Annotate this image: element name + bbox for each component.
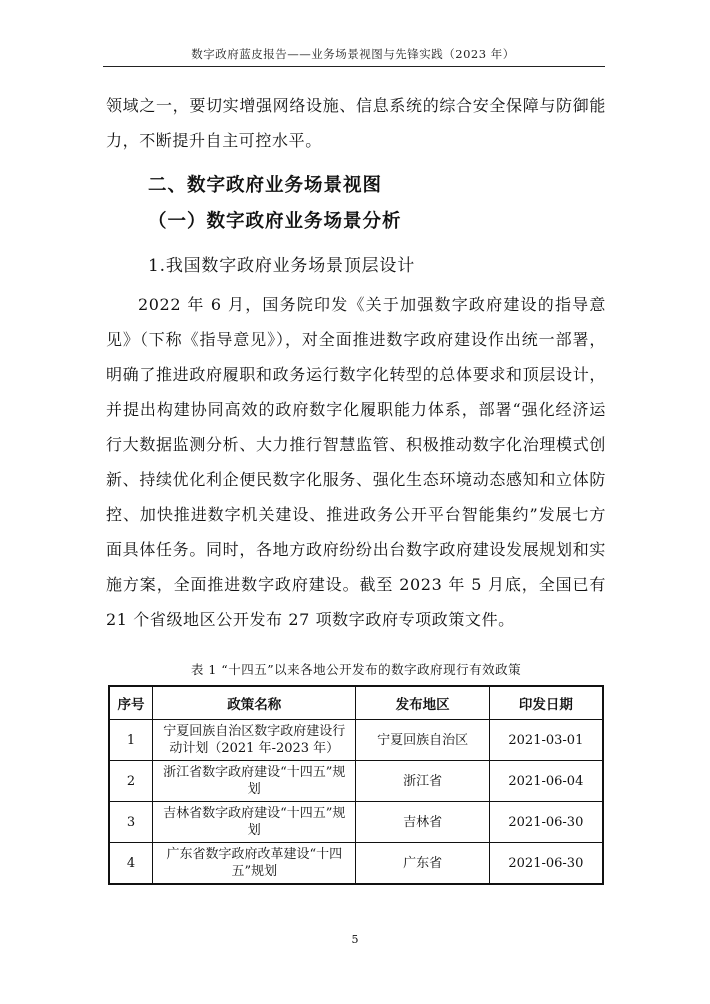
subsubsection-heading: 1.我国数字政府业务场景顶层设计 — [148, 256, 416, 276]
subsection-heading: （一）数字政府业务场景分析 — [148, 211, 402, 232]
header-no: 序号 — [109, 686, 153, 720]
header-rule — [103, 66, 605, 67]
cell-no: 1 — [109, 720, 153, 761]
cell-region: 浙江省 — [356, 761, 489, 802]
table-caption: 表 1 “十四五”以来各地公开发布的数字政府现行有效政策 — [190, 662, 522, 677]
header-region: 发布地区 — [356, 686, 489, 720]
cell-name: 吉林省数字政府建设“十四五”规划 — [153, 802, 356, 843]
cell-date: 2021-03-01 — [489, 720, 603, 761]
running-header: 数字政府蓝皮报告——业务场景视图与先锋实践（2023 年） — [191, 47, 515, 61]
cell-name: 宁夏回族自治区数字政府建设行动计划（2021 年-2023 年） — [153, 720, 356, 761]
cell-region: 宁夏回族自治区 — [356, 720, 489, 761]
intro-paragraph: 领域之一，要切实增强网络设施、信息系统的综合安全保障与防御能力，不断提升自主可控水平。 — [106, 96, 606, 150]
section-heading: 二、数字政府业务场景视图 — [148, 175, 383, 196]
cell-name: 浙江省数字政府建设“十四五”规划 — [153, 761, 356, 802]
table-row — [109, 761, 603, 802]
cell-no: 4 — [109, 843, 153, 885]
cell-region: 广东省 — [356, 843, 489, 885]
cell-name: 广东省数字政府改革建设“十四五”规划 — [153, 843, 356, 885]
header-date: 印发日期 — [489, 686, 603, 720]
cell-no: 3 — [109, 802, 153, 843]
table-header-row — [109, 686, 603, 720]
cell-no: 2 — [109, 761, 153, 802]
table-row — [109, 843, 603, 885]
cell-region: 吉林省 — [356, 802, 489, 843]
policy-table — [108, 685, 604, 885]
cell-date: 2021-06-30 — [489, 843, 603, 885]
table-row — [109, 802, 603, 843]
table-row — [109, 720, 603, 761]
cell-date: 2021-06-04 — [489, 761, 603, 802]
header-name: 政策名称 — [153, 686, 356, 720]
body-paragraph: 2022 年 6 月，国务院印发《关于加强数字政府建设的指导意见》（下称《指导意见》），对全面推进数字政府建设作出统一部署，明确了推进政府履职和政务运行数字化转型的总体要求和顶层设计，并提出构建协同高效的政府数字化履职能力体系，部署“强化经济运行大数据监测分析、大力推行智慧监管、积极推动数字化治理模式创新、持续优化利企便民数字化服务、强化生态环境动态感知和立体防控、加快推进数字机关建设、推进政务公开平台智能集约”发展七方面具体任务。同时，各地方政府纷纷出台数字政府建设发展规划和实施方案，全面推进数字政府建设。截至 2023 年 5 月底，全国已有 21 个省级地区公开发布 27 项数字政府专项政策文件。 — [106, 295, 606, 629]
cell-date: 2021-06-30 — [489, 802, 603, 843]
page-number: 5 — [351, 933, 359, 946]
